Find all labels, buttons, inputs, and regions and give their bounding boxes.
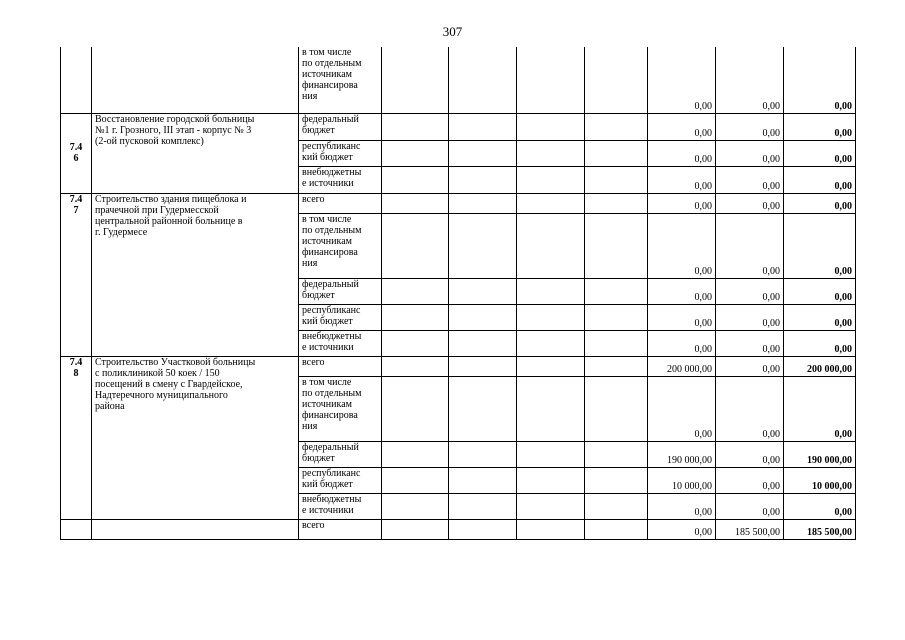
total-cell: 190 000,00 bbox=[784, 441, 856, 467]
empty-cell bbox=[517, 441, 585, 467]
source-cell: республиканс кий бюджет bbox=[299, 304, 382, 330]
empty-cell bbox=[517, 493, 585, 519]
value-cell-2: 0,00 bbox=[716, 113, 784, 140]
value-cell-2: 0,00 bbox=[716, 193, 784, 213]
empty-cell bbox=[585, 441, 648, 467]
empty-cell bbox=[382, 330, 449, 356]
total-cell: 0,00 bbox=[784, 140, 856, 166]
empty-cell bbox=[585, 493, 648, 519]
value-cell-1: 0,00 bbox=[648, 193, 716, 213]
item-code: 7.4 8 bbox=[61, 356, 92, 519]
empty-cell bbox=[585, 278, 648, 304]
item-name: Строительство Участковой больницы с поликлиникой 50 коек / 150 посещений в смену с Гвардейское, Надтеречного муниципального района bbox=[92, 356, 299, 519]
name-cell bbox=[92, 519, 299, 539]
empty-cell bbox=[585, 166, 648, 193]
value-cell-2: 0,00 bbox=[716, 213, 784, 278]
source-cell: в том числе по отдельным источникам финансирова ния bbox=[299, 213, 382, 278]
value-cell-2: 0,00 bbox=[716, 330, 784, 356]
empty-cell bbox=[382, 441, 449, 467]
table-row bbox=[61, 519, 856, 539]
empty-cell bbox=[517, 330, 585, 356]
empty-cell bbox=[449, 330, 517, 356]
value-cell-1: 0,00 bbox=[648, 304, 716, 330]
value-cell-2: 0,00 bbox=[716, 376, 784, 441]
empty-cell bbox=[585, 467, 648, 493]
value-cell-2: 0,00 bbox=[716, 304, 784, 330]
budget-table bbox=[60, 47, 856, 540]
empty-cell bbox=[382, 113, 449, 140]
total-cell: 185 500,00 bbox=[784, 519, 856, 539]
empty-cell bbox=[382, 467, 449, 493]
value-cell-1: 0,00 bbox=[648, 278, 716, 304]
empty-cell bbox=[517, 376, 585, 441]
empty-cell bbox=[517, 193, 585, 213]
total-cell: 0,00 bbox=[784, 304, 856, 330]
value-cell-1: 0,00 bbox=[648, 376, 716, 441]
empty-cell bbox=[449, 113, 517, 140]
empty-cell bbox=[517, 213, 585, 278]
empty-cell bbox=[517, 113, 585, 140]
value-cell-2: 0,00 bbox=[716, 166, 784, 193]
empty-cell bbox=[517, 356, 585, 376]
source-cell: внебюджетны е источники bbox=[299, 493, 382, 519]
total-cell: 0,00 bbox=[784, 193, 856, 213]
value-cell-2: 0,00 bbox=[716, 493, 784, 519]
empty-cell bbox=[382, 166, 449, 193]
empty-cell bbox=[585, 304, 648, 330]
empty-cell bbox=[585, 193, 648, 213]
empty-cell bbox=[449, 47, 517, 113]
empty-cell bbox=[585, 140, 648, 166]
empty-cell bbox=[449, 519, 517, 539]
total-cell: 0,00 bbox=[784, 166, 856, 193]
empty-cell bbox=[449, 376, 517, 441]
empty-cell bbox=[449, 356, 517, 376]
item-code: 7.4 6 bbox=[61, 113, 92, 193]
code-cell bbox=[61, 47, 92, 113]
empty-cell bbox=[585, 113, 648, 140]
empty-cell bbox=[382, 304, 449, 330]
source-cell: всего bbox=[299, 519, 382, 539]
source-cell: республиканс кий бюджет bbox=[299, 140, 382, 166]
empty-cell bbox=[517, 519, 585, 539]
item-name: Строительство здания пищеблока и прачечной при Гудермесской центральной районной больнице в г. Гудермесе bbox=[92, 193, 299, 356]
empty-cell bbox=[517, 278, 585, 304]
source-cell: в том числе по отдельным источникам финансирова ния bbox=[299, 47, 382, 113]
value-cell-2: 0,00 bbox=[716, 278, 784, 304]
empty-cell bbox=[382, 47, 449, 113]
value-cell-1: 0,00 bbox=[648, 493, 716, 519]
source-cell: внебюджетны е источники bbox=[299, 330, 382, 356]
total-cell: 0,00 bbox=[784, 376, 856, 441]
total-cell: 0,00 bbox=[784, 213, 856, 278]
empty-cell bbox=[585, 330, 648, 356]
source-cell: в том числе по отдельным источникам финансирова ния bbox=[299, 376, 382, 441]
empty-cell bbox=[382, 519, 449, 539]
empty-cell bbox=[585, 356, 648, 376]
empty-cell bbox=[382, 278, 449, 304]
empty-cell bbox=[449, 193, 517, 213]
total-cell: 0,00 bbox=[784, 113, 856, 140]
empty-cell bbox=[382, 213, 449, 278]
total-cell: 0,00 bbox=[784, 278, 856, 304]
empty-cell bbox=[585, 213, 648, 278]
value-cell-1: 190 000,00 bbox=[648, 441, 716, 467]
empty-cell bbox=[449, 441, 517, 467]
total-cell: 0,00 bbox=[784, 47, 856, 113]
empty-cell bbox=[382, 376, 449, 441]
empty-cell bbox=[449, 304, 517, 330]
item-name: Восстановление городской больницы №1 г. Грозного, III этап - корпус № 3 (2-ой пусковой комплекс) bbox=[92, 113, 299, 193]
value-cell-1: 0,00 bbox=[648, 213, 716, 278]
empty-cell bbox=[449, 140, 517, 166]
value-cell-1: 0,00 bbox=[648, 330, 716, 356]
empty-cell bbox=[449, 213, 517, 278]
total-cell: 0,00 bbox=[784, 493, 856, 519]
source-cell: федеральный бюджет bbox=[299, 441, 382, 467]
value-cell-2: 0,00 bbox=[716, 441, 784, 467]
value-cell-1: 200 000,00 bbox=[648, 356, 716, 376]
source-cell: всего bbox=[299, 356, 382, 376]
empty-cell bbox=[517, 140, 585, 166]
source-cell: федеральный бюджет bbox=[299, 278, 382, 304]
empty-cell bbox=[585, 47, 648, 113]
name-cell bbox=[92, 47, 299, 113]
table-row bbox=[61, 47, 856, 113]
empty-cell bbox=[382, 140, 449, 166]
empty-cell bbox=[449, 493, 517, 519]
empty-cell bbox=[517, 47, 585, 113]
source-cell: всего bbox=[299, 193, 382, 213]
source-cell: федеральный бюджет bbox=[299, 113, 382, 140]
value-cell-1: 10 000,00 bbox=[648, 467, 716, 493]
empty-cell bbox=[517, 304, 585, 330]
empty-cell bbox=[382, 356, 449, 376]
value-cell-1: 0,00 bbox=[648, 519, 716, 539]
empty-cell bbox=[585, 376, 648, 441]
value-cell-2: 185 500,00 bbox=[716, 519, 784, 539]
item-code: 7.4 7 bbox=[61, 193, 92, 356]
table-row bbox=[61, 193, 856, 213]
source-cell: республиканс кий бюджет bbox=[299, 467, 382, 493]
page-number: 307 bbox=[442, 24, 463, 39]
value-cell-2: 0,00 bbox=[716, 467, 784, 493]
empty-cell bbox=[517, 467, 585, 493]
empty-cell bbox=[449, 166, 517, 193]
empty-cell bbox=[382, 193, 449, 213]
code-cell bbox=[61, 519, 92, 539]
value-cell-2: 0,00 bbox=[716, 140, 784, 166]
value-cell-2: 0,00 bbox=[716, 47, 784, 113]
value-cell-1: 0,00 bbox=[648, 113, 716, 140]
empty-cell bbox=[585, 519, 648, 539]
table-row bbox=[61, 113, 856, 140]
value-cell-1: 0,00 bbox=[648, 166, 716, 193]
value-cell-2: 0,00 bbox=[716, 356, 784, 376]
total-cell: 0,00 bbox=[784, 330, 856, 356]
empty-cell bbox=[517, 166, 585, 193]
total-cell: 10 000,00 bbox=[784, 467, 856, 493]
total-cell: 200 000,00 bbox=[784, 356, 856, 376]
table-row bbox=[61, 356, 856, 376]
source-cell: внебюджетны е источники bbox=[299, 166, 382, 193]
value-cell-1: 0,00 bbox=[648, 47, 716, 113]
empty-cell bbox=[382, 493, 449, 519]
empty-cell bbox=[449, 278, 517, 304]
value-cell-1: 0,00 bbox=[648, 140, 716, 166]
empty-cell bbox=[449, 467, 517, 493]
